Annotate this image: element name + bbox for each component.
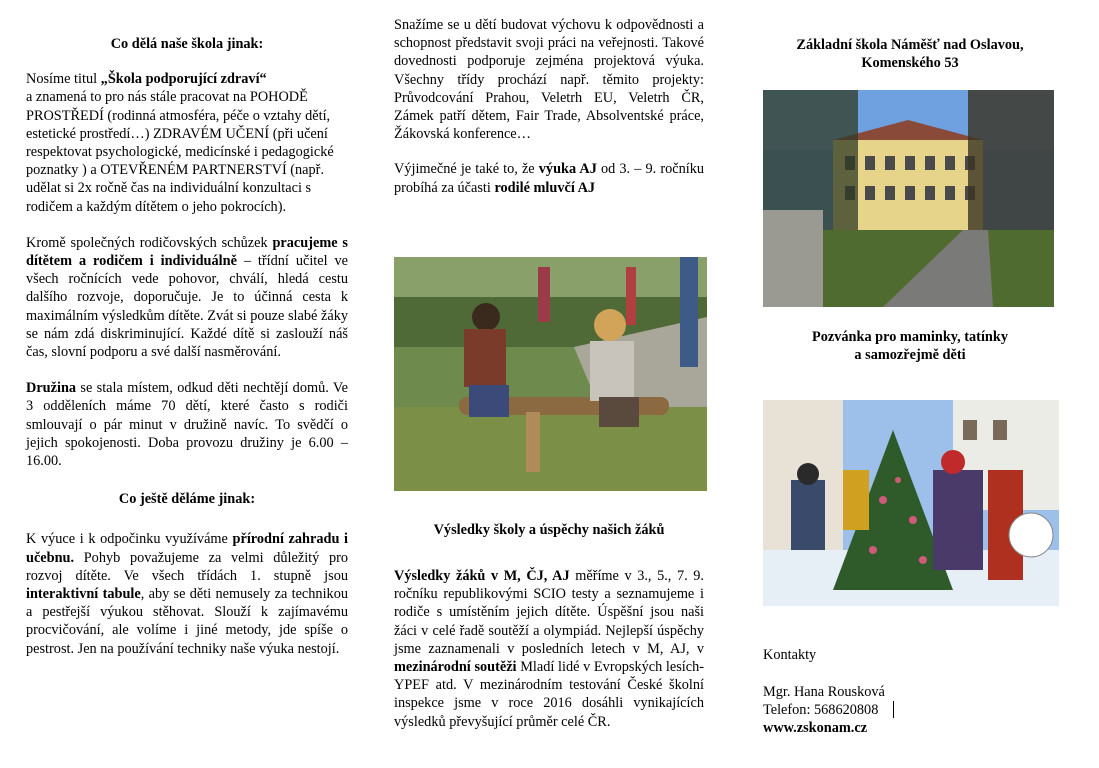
photo-christmas-tree bbox=[763, 400, 1059, 606]
heading-what-school-does-differently: Co dělá naše škola jinak: bbox=[110, 36, 264, 52]
paragraph-results: Výsledky žáků v M, ČJ, AJ měříme v 3., 5., 7. 9. ročníku republikovými SCIO testy a seznamujeme i rodiče s umístěním jejich dítěte. Úspěšní jsou naši žáci v celé řadě soutěží a olympiád. Nejlepší úspěchy jsme zaznamenali v posledních letech v M, AJ, v mezinárodní soutěži Mladí lidé v Evropských lesích-YPEF atd. V mezinárodním testování České školní inspekce jsme v roce 2016 dosáhli vynikajících výsledků převyšující průměr celé ČR. bbox=[394, 568, 705, 730]
photo-children-on-log bbox=[394, 257, 707, 491]
paragraph-projects: Snažíme se u dětí budovat výchovu k odpovědnosti a schopnost představit svoji práci na veřejnosti. Takové dovednosti podporuje zejména projektová výuka. Všechny třídy prochází např. těmito projekty: Průvodcování Prahou, Veletrh EU, Veletrh ČR, Zámek patří dětem, Fair Trade, Absolventské práce, Žákovská konference… bbox=[394, 17, 704, 143]
contact-name: Mgr. Hana Rousková bbox=[763, 684, 885, 700]
heading-results: Výsledky školy a úspěchy našich žáků bbox=[433, 522, 665, 538]
contact-website-link[interactable]: www.zskonam.cz bbox=[763, 720, 868, 736]
paragraph-after-school-club: Družina se stala místem, odkud děti nechtějí domů. Ve 3 odděleních máme 70 dětí, které často s rodiči smlouvají o pár minut v družině navíc. To svědčí o jejich spokojenosti. Doba provozu družiny je 6.00 – 16.00. bbox=[26, 380, 348, 470]
contacts-title: Kontakty bbox=[763, 647, 817, 663]
paragraph-individual-work: Kromě společných rodičovských schůzek pracujeme s dítětem a rodičem i individuálně – třídní učitel ve všech ročnících vede pohovor, chválí, hledá cestu dalšího rozvoje, doporučuje. Je to účinná cesta k maximálním výsledkům dítěte. Zvát si pouze slabé žáky se nám zdá diskriminující. Každé dítě si zaslouží náš čas, slovní podporu a své další nasměrování. bbox=[26, 234, 348, 361]
invitation-line2: a samozřejmě děti bbox=[854, 347, 966, 363]
left-column bbox=[26, 0, 348, 658]
right-column bbox=[762, 0, 1058, 72]
school-name-line1: Základní škola Náměšť nad Oslavou, bbox=[796, 37, 1024, 53]
school-name-line2: Komenského 53 bbox=[861, 55, 959, 72]
text-cursor bbox=[893, 701, 894, 718]
invitation-line1: Pozvánka pro maminky, tatínky bbox=[812, 329, 1008, 345]
contact-phone: Telefon: 568620808 bbox=[763, 702, 879, 718]
middle-column bbox=[394, 0, 704, 197]
paragraph-english-native-speaker: Výjimečné je také to, že výuka AJ od 3. – 9. ročníku probíhá za účasti rodilé mluvčí AJ bbox=[394, 161, 704, 196]
photo-school-building bbox=[763, 90, 1054, 307]
heading-what-else-differently: Co ještě děláme jinak: bbox=[118, 491, 256, 508]
paragraph-garden-and-boards: K výuce i k odpočinku využíváme přírodní zahradu i učebnu. Pohyb považujeme za velmi důležitý pro rozvoj dítěte. Ve všech třídách 1. stupně jsou interaktivní tabule, aby se děti nemusely za technikou a pestřejší výukou stěhovat. Slouží k zajímavému procvičování, ale volíme i jiné metody, jde spíše o pestrost. Jen na používání techniky naše výuka nestojí. bbox=[26, 531, 349, 657]
paragraph-health-school: Nosíme titul „Škola podporující zdraví“ a znamená to pro nás stále pracovat na POHODĚ PROSTŘEDÍ (rodinná atmosféra, péče o vztahy dětí, estetické prostředí…) ZDRAVÉM UČENÍ (při učení respektovat psychologické, medicínské i pedagogické poznatky ) a OTEVŘENÉM PARTNERSTVÍ (např. udělat si 2x ročně čas na individuální konzultaci s rodičem a každým dítětem o jeho pokrocích). bbox=[26, 71, 334, 215]
